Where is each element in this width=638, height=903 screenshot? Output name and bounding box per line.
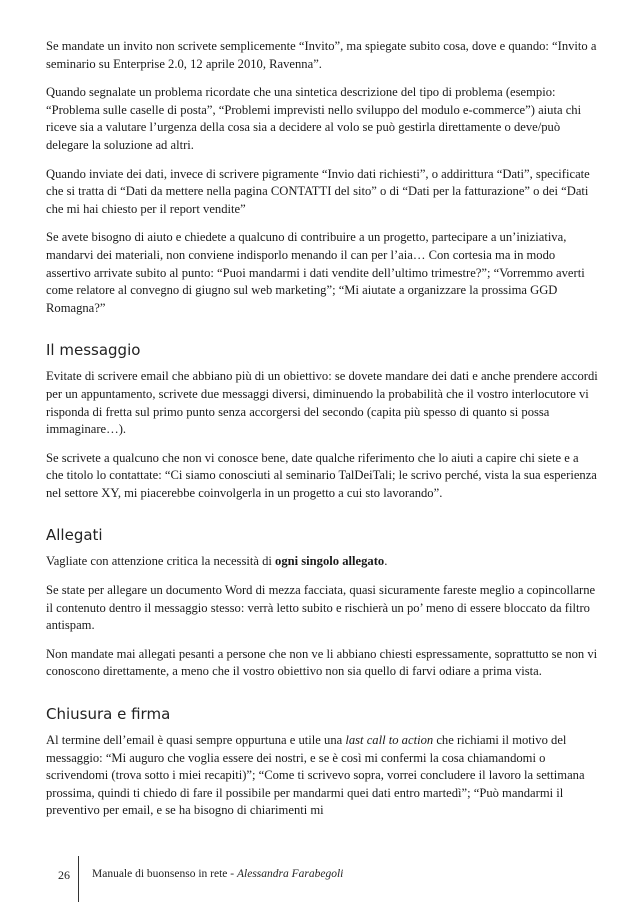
book-title: Manuale di buonsenso in rete - bbox=[92, 868, 237, 880]
allegati-paragraph-1 bbox=[46, 553, 598, 571]
section-heading-allegati: Allegati bbox=[46, 526, 103, 545]
allegati-paragraph-2: Se state per allegare un documento Word di mezza facciata, quasi sicuramente fareste meglio a copincollarne il contenuto dentro il messaggio stesso: verrà letto subito e rischierà un po’ meno di essere bloccato da filtro antispam. bbox=[46, 583, 596, 633]
intro-paragraph-4: Se avete bisogno di aiuto e chiedete a qualcuno di contribuire a un progetto, partecipare a un’iniziativa, mandarvi dei materiali, non conviene indisporlo menando il can per l’aia… Con cortesia ma in modo assertivo arrivate subito al punto: “Puoi mandarmi i dati vendite dell’ultimo trimestre?”; “Vorremmo averti come relatore al convegno di giugno sul web marketing”; “Mi aiutate a organizzare la prossima GGD Romagna?” bbox=[46, 230, 585, 315]
allegati-p1-end: . bbox=[384, 554, 388, 569]
messaggio-paragraph-2: Se scrivete a qualcuno che non vi conosce bene, date qualche riferimento che lo aiuti a capire chi siete e a che titolo lo contattate: “Ci siamo conosciuti al seminario TalDeiTali; le scrivo perché, vista la sua esperienza nel settore XY, mi piacerebbe coinvolgerla in un progetto a cui sto lavorando”. bbox=[46, 450, 597, 500]
allegati-p1-text: Vagliate con attenzione critica la necessità di bbox=[46, 554, 276, 569]
chiusura-p1-text: Al termine dell’email è quasi sempre oppurtuna e utile una bbox=[46, 733, 346, 748]
footer-divider bbox=[78, 856, 79, 902]
chiusura-paragraph-1 bbox=[46, 732, 598, 820]
intro-paragraph-3: Quando inviate dei dati, invece di scrivere pigramente “Invio dati richiesti”, o addirittura “Dati”, specificate che si tratta di “Dati da mettere nella pagina CONTATTI del sito” o di “Dati per la fatturazione” o dei “Dati che mi hai chiesto per il report vendite” bbox=[46, 166, 590, 216]
allegati-p1-bold: ogni singolo allegato bbox=[275, 554, 385, 569]
messaggio-paragraph-1: Evitate di scrivere email che abbiano più di un obiettivo: se dovete mandare dei dati e anche prendere accordi per un appuntamento, scrivete due messaggi diversi, diminuendo la probabilità che il vostro interlocutore vi risponda di fretta sul primo punto senza accorgersi del secondo (capita più spesso di quanto si possa immaginare…). bbox=[46, 369, 598, 437]
intro-paragraph-2: Quando segnalate un problema ricordate che una sintetica descrizione del tipo di problema (esempio: “Problema sulle caselle di posta”, “Problemi imprevisti nello sviluppo del modulo e-commerce”) aiuta chi riceve sia a valutare l’urgenza della cosa sia a decidere al volo se può gestirla direttamente o deve/può delegare la soluzione ad altri. bbox=[46, 85, 582, 152]
page-footer bbox=[0, 852, 638, 903]
page-number: 26 bbox=[58, 868, 70, 882]
section-heading-messaggio: Il messaggio bbox=[46, 341, 141, 360]
section-heading-chiusura: Chiusura e firma bbox=[46, 705, 171, 724]
chiusura-p1-end: che richiami il motivo del messaggio: “Mi auguro che voglia essere dei nostri, e se è così mi confermi la cosa chiamandomi o scrivendomi (trova sotto i miei recapiti)”; “Come ti scrivevo sopra, vorrei concludere il lavoro la settimana prossima, quindi ti chiedo di fare il possibile per mandarmi quei dati entro martedì”; “Può mandarmi il preventivo per email, e se ha bisogno di chiarimenti mi bbox=[46, 733, 585, 818]
intro-paragraph-1: Se mandate un invito non scrivete semplicemente “Invito”, ma spiegate subito cosa, dove e quando: “Invito a seminario su Enterprise 2.0, 12 aprile 2010, Ravenna”. bbox=[46, 39, 597, 71]
running-footer bbox=[92, 868, 343, 880]
author-name: Alessandra Farabegoli bbox=[237, 868, 344, 880]
allegati-paragraph-3: Non mandate mai allegati pesanti a persone che non ve li abbiano chiesti espressamente, soprattutto se non vi conoscono direttamente, a meno che il vostro obiettivo non sia quello di farvi odiare a prima vista. bbox=[46, 646, 598, 679]
page-content bbox=[46, 38, 598, 831]
chiusura-p1-italic: last call to action bbox=[345, 733, 434, 748]
